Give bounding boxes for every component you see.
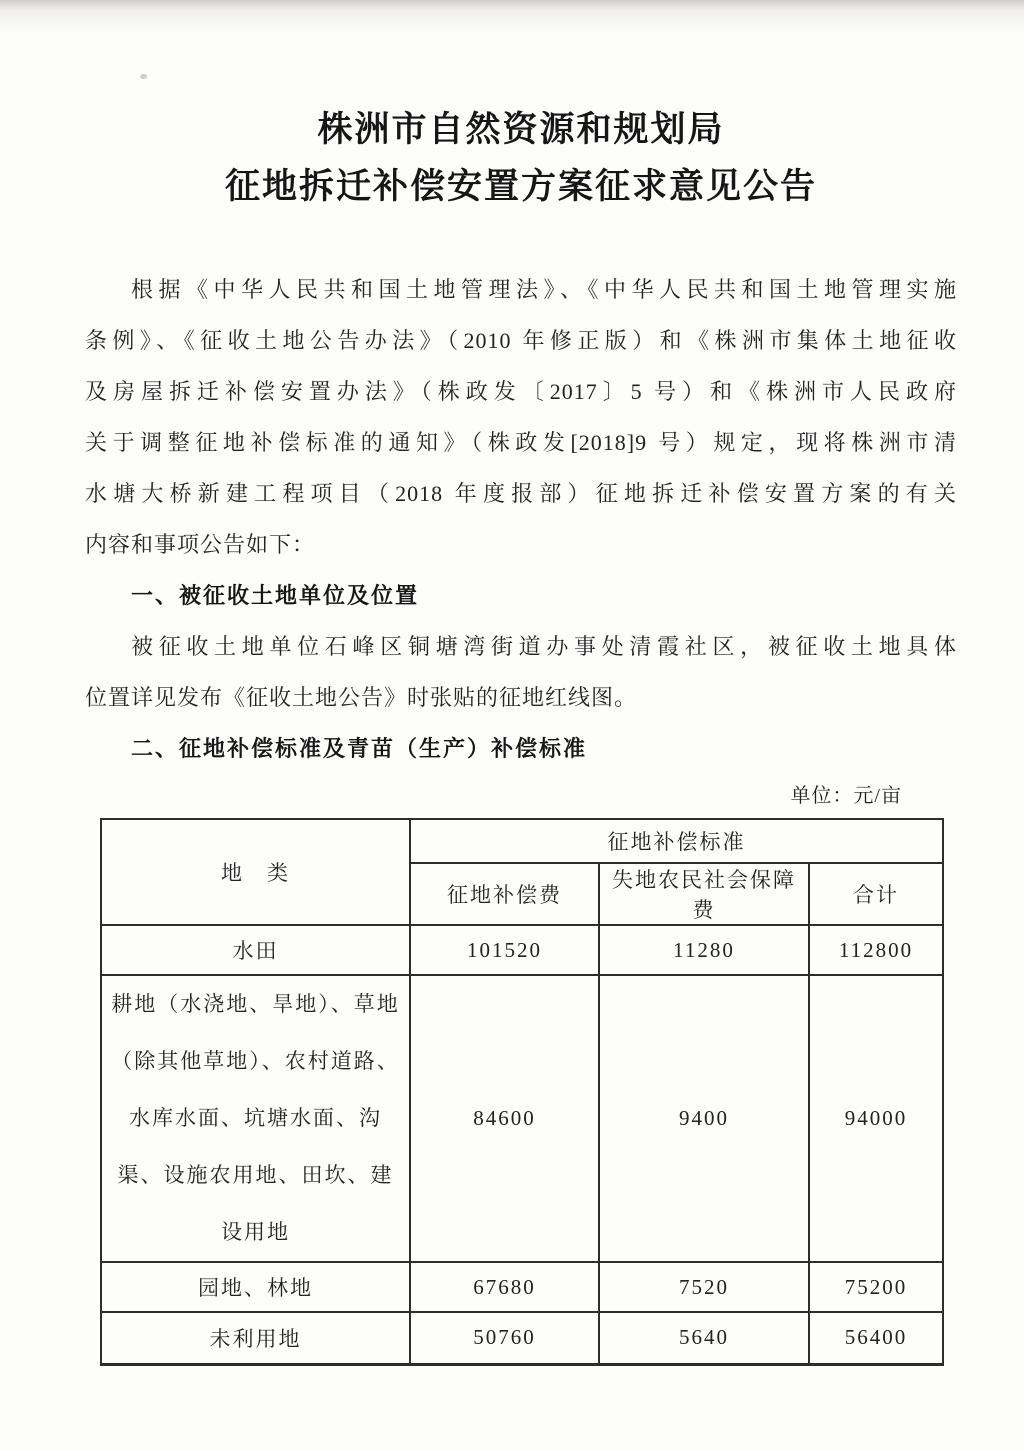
unit-label: 单位：元/亩 [790,785,902,807]
intro-line-3: 及房屋拆迁补偿安置办法》（株政发〔2017〕5 号）和《株洲市人民政府 [85,379,957,404]
intro-line-2: 条例》、《征收土地公告办法》（2010 年修正版）和《株洲市集体土地征收 [85,328,957,353]
row2-social: 9400 [599,975,809,1262]
row4-social: 5640 [599,1312,809,1364]
row2-total: 94000 [809,975,943,1262]
table-row [101,1312,943,1364]
row1-social: 11280 [599,925,809,975]
row4-fee: 50760 [410,1312,599,1364]
row1-land-type: 水田 [101,925,410,975]
row2-fee: 84600 [410,975,599,1262]
section1-line-2: 位置详见发布《征收土地公告》时张贴的征地红线图。 [85,685,638,710]
row3-land-type: 园地、林地 [101,1262,410,1312]
document-title [85,101,957,215]
table-row [101,1262,943,1312]
document-title-line2: 征地拆迁补偿安置方案征求意见公告 [224,167,817,206]
row1-fee: 101520 [410,925,599,975]
intro-line-4: 关于调整征地补偿标准的通知》（株政发[2018]9 号）规定，现将株洲市清 [85,430,957,455]
section1-paragraph [85,621,957,723]
intro-line-1: 根据《中华人民共和国土地管理法》、《中华人民共和国土地管理实施 [131,277,957,302]
table-header-row-1 [101,819,943,863]
row1-total: 112800 [809,925,943,975]
header-col-total: 合计 [809,863,943,925]
row3-total: 75200 [809,1262,943,1312]
section1-heading: 一、被征收土地单位及位置 [131,583,420,608]
header-land-type: 地 类 [101,819,410,925]
scan-speck [140,74,147,79]
row4-total: 56400 [809,1312,943,1364]
section1-line-1: 被征收土地单位石峰区铜塘湾街道办事处清霞社区，被征收土地具体 [131,634,957,659]
section2-heading: 二、征地补偿标准及青苗（生产）补偿标准 [131,736,588,761]
header-col-social: 失地农民社会保障费 [599,863,809,925]
intro-paragraph [85,264,957,570]
header-standard-group: 征地补偿标准 [410,819,943,863]
intro-line-6: 内容和事项公告如下： [85,532,316,557]
row3-fee: 67680 [410,1262,599,1312]
row2-land-type: 耕地（水浇地、旱地）、草地（除其他草地）、农村道路、水库水面、坑塘水面、沟渠、设施农用地、田坎、建设用地 [101,975,410,1262]
compensation-table [100,818,944,1366]
table-row [101,925,943,975]
document-title-line1: 株洲市自然资源和规划局 [317,110,725,149]
header-col-fee: 征地补偿费 [410,863,599,925]
row3-social: 7520 [599,1262,809,1312]
row4-land-type: 未利用地 [101,1312,410,1364]
intro-line-5: 水塘大桥新建工程项目（2018 年度报部）征地拆迁补偿安置方案的有关 [85,481,957,506]
table-row [101,975,943,1262]
